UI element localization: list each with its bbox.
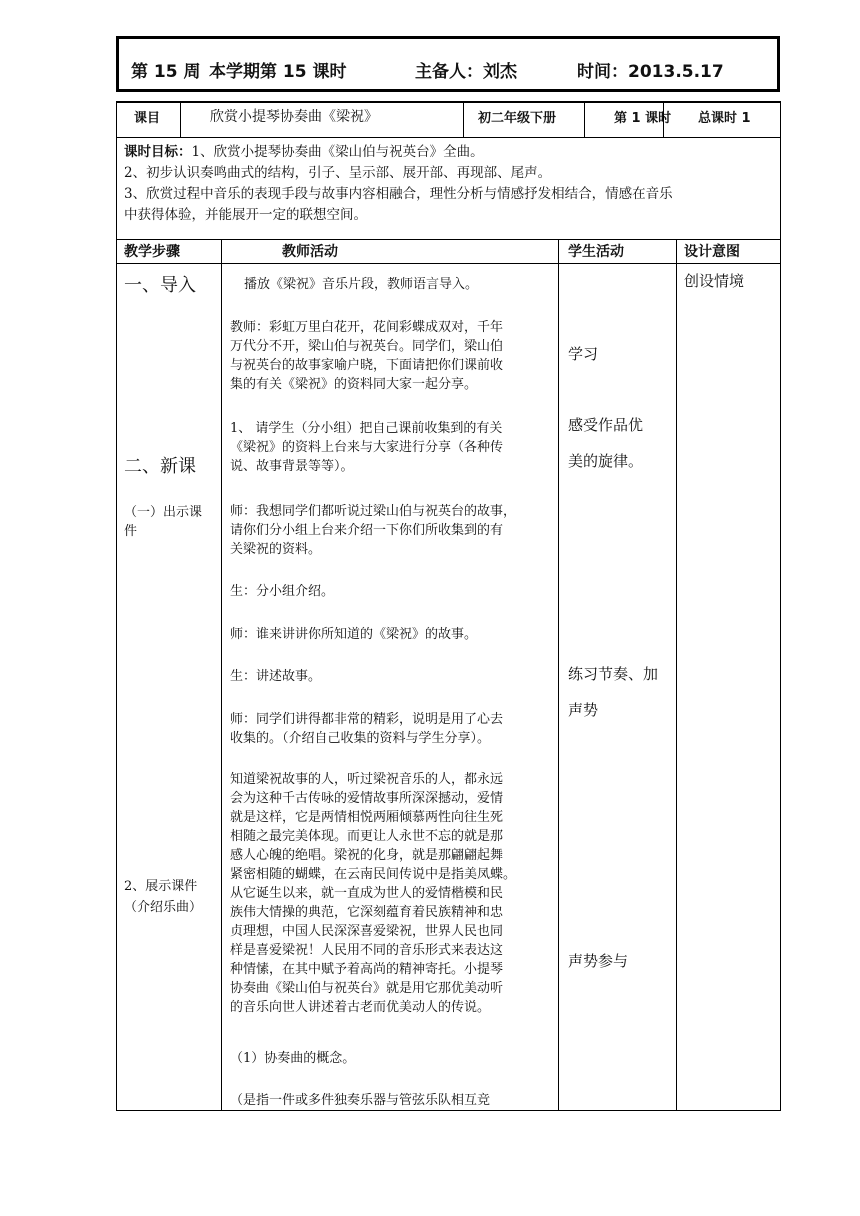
objective-line-2: 2、初步认识奏鸣曲式的结构，引子、呈示部、展开部、再现部、尾声。 (124, 165, 552, 181)
teacher-p8: 师：同学们讲得都非常的精彩，说明是用了心去 收集的。（介绍自己收集的资料与学生分享）。 (230, 712, 504, 746)
col-header-teacher: 教师活动 (282, 244, 338, 260)
teacher-p3: 1、 请学生（分小组）把自己课前收集到的有关 《梁祝》的资料上台来与大家进行分享（各种传 说、故事背景等等）。 (230, 421, 504, 474)
header-box (116, 36, 780, 92)
teacher-p10: （1）协奏曲的概念。 (230, 1051, 356, 1066)
col-header-steps: 教学步骤 (124, 244, 180, 260)
step-new-lesson: 二、新课 (124, 456, 196, 477)
objectives-label: 课时目标： (124, 144, 192, 160)
step-intro: 一、导入 (124, 275, 196, 296)
student-activity-4: 声势参与 (568, 952, 629, 970)
grade-label: 初二年级下册 (478, 111, 557, 126)
lesson-number: 第 1 课时 (614, 111, 672, 126)
design-intent-1: 创设情境 (684, 272, 745, 290)
teacher-p11: （是指一件或多件独奏乐器与管弦乐队相互竞 (230, 1093, 491, 1108)
total-lessons: 总课时 1 (698, 111, 751, 126)
preparer-label: 主备人：刘杰 (415, 62, 517, 82)
topic-label: 课目 (134, 111, 161, 126)
teacher-p1: 播放《梁祝》音乐片段，教师语言导入。 (244, 277, 479, 292)
teacher-p7: 生：讲述故事。 (230, 669, 322, 684)
week-label: 第 15 周 (131, 62, 201, 82)
teacher-p4: 师：我想同学们都听说过梁山伯与祝英台的故事， 请你们分小组上台来介绍一下你们所收集到的有 关梁祝的资料。 (230, 504, 517, 557)
objective-line-4: 中获得体验，并能展开一定的联想空间。 (124, 207, 367, 223)
col-header-student: 学生活动 (568, 244, 624, 260)
teacher-p9: 知道梁祝故事的人，听过梁祝音乐的人，都永远 会为这种千古传咏的爱情故事所深深撼动，爱情 就是这样，它是两情相悦两厢倾慕两性向往生死 相随之最完美体现。而更让人永世不忘的就是那 感人心魄的绝唱。梁祝的化身，就是那翩翩起舞 紧密相随的蝴蝶，在云南民间传说中是指美凤蝶。 从它诞生以来，就一直成为世人的爱情楷模和民 族伟大情操的典范，它深刻蕴育着民族精神和忠 贞理想，中国人民深深喜爱梁祝，世界人民也同 样是喜爱梁祝！人民用不同的音乐形式来表达这 种情愫，在其中赋予着高尚的精神寄托。小提琴 协奏曲《梁山伯与祝英台》就是用它那优美动听 的音乐向世人讲述着古老而优美动人的传说。 (230, 772, 517, 1015)
lesson-label: 本学期第 15 课时 (209, 62, 347, 82)
teacher-p2: 教师：彩虹万里白花开，花间彩蝶成双对，千年 万代分不开，梁山伯与祝英台。同学们，梁山伯 与祝英台的故事家喻户晓，下面请把你们课前收 集的有关《梁祝》的资料同大家一起分享。 (230, 320, 504, 392)
col-header-intent: 设计意图 (684, 244, 740, 260)
topic-value: 欣赏小提琴协奏曲《梁祝》 (210, 109, 378, 125)
objective-line-3: 3、欣赏过程中音乐的表现手段与故事内容相融合，理性分析与情感抒发相结合，情感在音乐 (124, 186, 673, 202)
objective-line-1: 课时目标：1、欣赏小提琴协奏曲《梁山伯与祝英台》全曲。 (124, 144, 484, 160)
step-show-courseware: （一）出示课 件 (124, 505, 203, 539)
teacher-p5: 生：分小组介绍。 (230, 584, 335, 599)
step-show-music: 2、展示课件 （介绍乐曲） (124, 879, 203, 915)
student-activity-1: 学习 (568, 345, 599, 363)
date-label: 时间：2013.5.17 (577, 62, 724, 82)
objectives-block (124, 142, 774, 226)
teacher-p6: 师：谁来讲讲你所知道的《梁祝》的故事。 (230, 627, 478, 642)
student-activity-3: 练习节奏、加 声势 (568, 665, 659, 719)
student-activity-2: 感受作品优 美的旋律。 (568, 416, 644, 470)
